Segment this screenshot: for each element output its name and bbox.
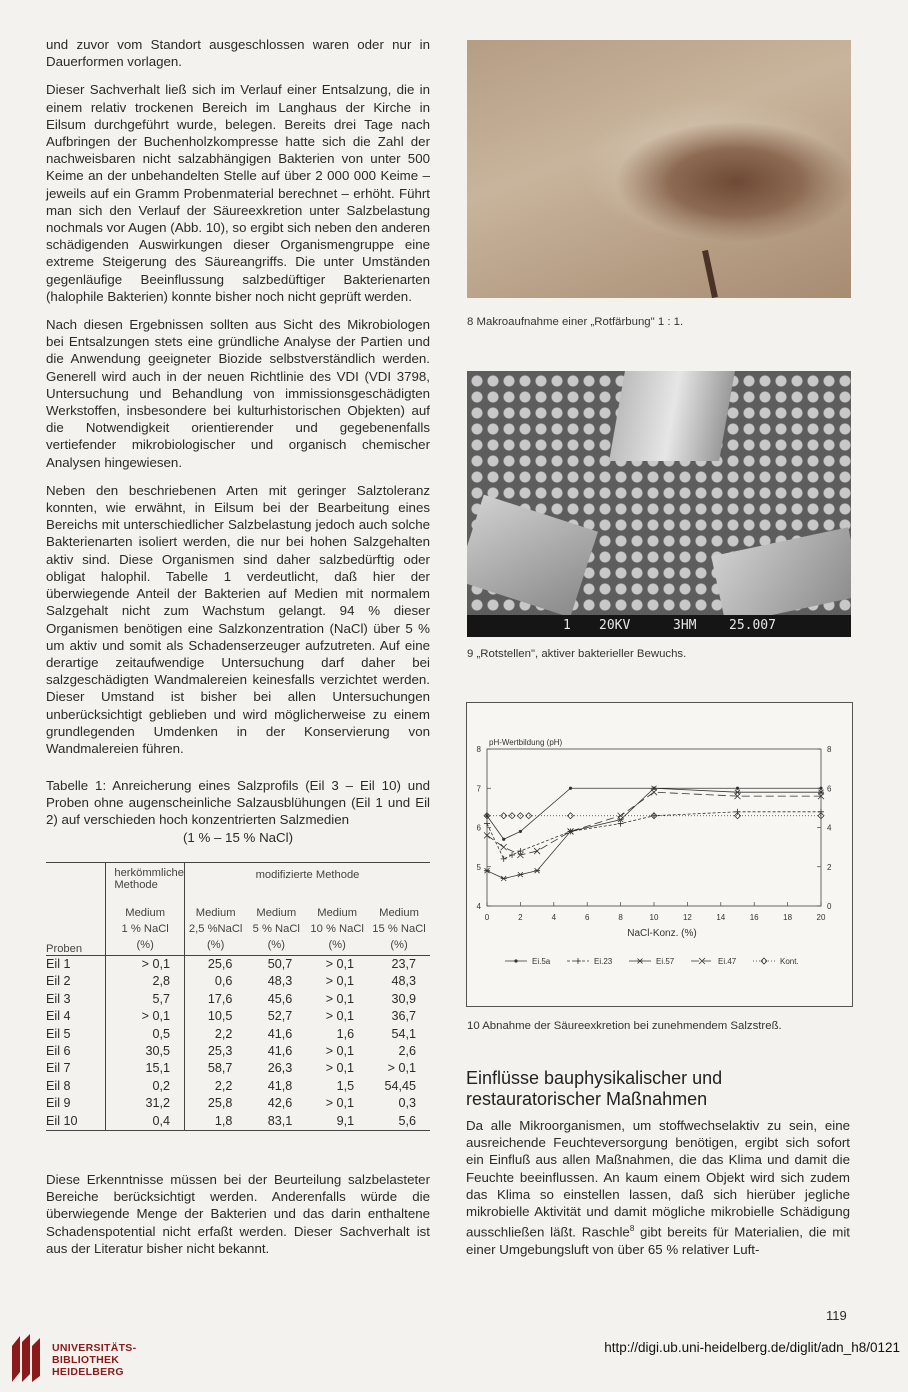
table-cell-value: 2,8 <box>106 973 185 990</box>
x-tick-label: 18 <box>783 913 793 922</box>
data-point <box>819 787 822 790</box>
table-cell-value: > 0,1 <box>106 956 185 974</box>
sem-voltage: 20KV <box>599 618 631 633</box>
table-row <box>46 1060 430 1077</box>
data-point <box>534 848 540 854</box>
table-cell-value: 31,2 <box>106 1095 185 1112</box>
table-cell-value: 15,1 <box>106 1060 185 1077</box>
table-cell-value: 42,6 <box>267 1096 293 1111</box>
col-header: Medium 5 % NaCl (%) <box>252 907 300 951</box>
library-logo-icon <box>8 1332 44 1384</box>
paragraph: Neben den beschriebenen Arten mit geringer Salztoleranz konnten, wie erwähnt, in Eilsum bei der Bearbeitung eines Bereichs mit unterschiedlicher Salzbelastung jedoch auch solche Bakterienarten isoliert werden, die nur bei hohen Salzgehalten aktiv sind. Diese Organismen sind daher salzbedürftig oder obligat halophil. Tabelle 1 verdeutlicht, daß hier der überwiegende Anteil der Bakterien auf Medien mit normalem Salzgehalt nicht zum Wachstum gelangt. 94 % dieser Organismen benötigen eine Salzkonzentration (NaCl) über 5 % um aktiv und somit als Schadenserzeuger aufzutreten. Auf eine derartige zeitaufwendige Untersuchung darf daher bei salzgeschädigten Wandmalereien keinesfalls verzichtet werden. Dieser Umstand ist bisher bei allen Untersuchungen unberücksichtigt geblieben und wird möglicherweise zu einem grundlegenden Umdenken in der Konservierung von Wandmalereien führen. <box>46 482 430 756</box>
table-cell-probe: Eil 7 <box>46 1060 106 1077</box>
table-cell-value: 48,3 <box>391 974 416 989</box>
salt-crystal <box>609 371 735 461</box>
table-row <box>46 1113 430 1131</box>
legend-label: Ei.57 <box>656 957 675 966</box>
table-cell-probe: Eil 1 <box>46 956 106 974</box>
table-cell-value: 0,2 <box>106 1078 185 1095</box>
y-tick-label-right: 6 <box>827 784 832 794</box>
table-cell-value: > 0,1 <box>106 1008 185 1025</box>
data-point <box>509 852 515 858</box>
figure-10-chart <box>466 702 853 1007</box>
data-point <box>651 813 657 819</box>
legend-marker <box>761 958 767 964</box>
table-cell-probe: Eil 9 <box>46 1095 106 1112</box>
table-cell-probe: Eil 5 <box>46 1026 106 1043</box>
table-cell-value: 36,7 <box>391 1009 416 1024</box>
data-point <box>517 872 523 877</box>
x-tick-label: 2 <box>518 913 523 922</box>
table-cell-value: 0,3 <box>398 1096 416 1111</box>
sem-micrograph <box>467 371 851 637</box>
table-cell-value: 25,6 <box>207 957 233 971</box>
x-tick-label: 16 <box>749 913 759 922</box>
legend-marker <box>514 959 517 962</box>
data-point <box>569 787 572 790</box>
y-tick-label-left: 4 <box>476 902 481 911</box>
table-cell-value: 26,3 <box>267 1061 293 1076</box>
table-cell-value: 50,7 <box>267 957 293 971</box>
table-cell-value: 2,6 <box>398 1044 416 1059</box>
group-header-modified: modifizierte Methode <box>255 869 360 881</box>
x-tick-label: 20 <box>816 913 826 922</box>
legend-label: Ei.5a <box>532 957 551 966</box>
table-row <box>46 991 430 1008</box>
y-tick-label-left: 6 <box>476 823 481 833</box>
sem-label: 1 <box>563 618 571 633</box>
table-cell-value: 30,5 <box>106 1043 185 1060</box>
y-tick-label-left: 7 <box>476 784 481 794</box>
table-row <box>46 1095 430 1112</box>
table-caption-text: Tabelle 1: Anreicherung eines Salzprofils (Eil 3 – Eil 10) und Proben ohne augenscheinliche Salzausblühungen (Eil 1 und Eil 2) auf verschieden hoch konzentrierten Salzmedien <box>46 778 430 828</box>
table-row <box>46 973 430 990</box>
table-cell-value: 30,9 <box>391 991 416 1006</box>
table-cell-value: 41,8 <box>267 1078 293 1093</box>
x-tick-label: 4 <box>551 913 557 922</box>
table-cell-value: > 0,1 <box>325 991 355 1006</box>
table-cell-value: > 0,1 <box>325 957 355 971</box>
table-cell-value: 10,5 <box>207 1009 233 1024</box>
library-name: UNIVERSITÄTS- BIBLIOTHEK HEIDELBERG <box>52 1342 137 1378</box>
table-cell-value: 83,1 <box>267 1113 293 1128</box>
table-cell-value: 25,3 <box>207 1044 233 1059</box>
paragraph: Diese Erkenntnisse müssen bei der Beurteilung salzbelasteter Bereiche berücksichtigt werden. Anderenfalls würde die überwiegende Menge der Bakterien und das darin enthaltene Schadenspotential nicht erfaßt werden. Dieser Sachverhalt ist aus der Literatur bisher nicht bekannt. <box>46 1172 430 1256</box>
series-line-ei47 <box>487 792 821 855</box>
table-cell-probe: Eil 4 <box>46 1008 106 1025</box>
table-cell-value: 25,8 <box>207 1096 233 1111</box>
table-cell-value: 41,6 <box>267 1044 293 1059</box>
page-number: 119 <box>826 1308 847 1323</box>
table-cell-value: 45,6 <box>267 991 293 1006</box>
table-cell-value: > 0,1 <box>325 1096 355 1111</box>
legend-marker <box>575 958 581 964</box>
data-point <box>735 809 741 815</box>
table-cell-value: 48,3 <box>267 974 293 989</box>
table-cell-value: 1,6 <box>336 1026 355 1041</box>
left-column <box>46 36 430 768</box>
x-tick-label: 14 <box>716 913 726 922</box>
sem-scale: 3HM <box>673 618 697 633</box>
table-cell-value: > 0,1 <box>325 974 355 989</box>
table-cell-value: 2,2 <box>214 1026 233 1041</box>
plot-frame <box>487 749 821 906</box>
x-tick-label: 12 <box>682 913 692 922</box>
col-header-proben: Proben <box>46 905 106 956</box>
sem-info-bar <box>467 615 851 637</box>
section-heading: Einflüsse bauphysikalischer und restauratorischer Maßnahmen <box>466 1068 723 1109</box>
source-url[interactable]: http://digi.ub.uni-heidelberg.de/diglit/adn_h8/0121 <box>604 1340 900 1355</box>
x-tick-label: 0 <box>484 913 490 922</box>
table-body <box>46 956 430 1131</box>
col-header: Medium 15 % NaCl (%) <box>372 907 426 951</box>
data-point <box>484 821 490 827</box>
table-cell-value: 0,4 <box>106 1113 185 1131</box>
table-row <box>46 956 430 974</box>
paragraph: Da alle Mikroorganismen, um stoffwechselaktiv zu sein, eine ausreichende Feuchteversorgung benötigen, ergibt sich sofort ein Einfluß aus allen Maßnahmen, die das Klima und damit die Feuchte beeinflussen. An kaum einem Objekt wird sich zudem das Klima so einstellen lassen, daß sich hierüber jegliche mikrobielle Aktivität und damit mögliche mikrobielle Schädigung ausschließen läßt. Raschle$^8$ gibt bereits für Materialien, die mit einer Umgebungsluft von über 65 % relativer Luft- <box>466 1118 851 1257</box>
chart-title: pH-Wertbildung (pH) <box>489 738 563 747</box>
footer <box>0 1332 908 1392</box>
data-point <box>818 809 824 815</box>
data-point <box>736 787 739 790</box>
data-point <box>502 838 505 841</box>
legend-marker <box>637 959 643 964</box>
col-header: Medium 10 % NaCl (%) <box>310 907 364 951</box>
data-point <box>651 789 657 795</box>
table-cell-value: 54,45 <box>384 1078 416 1093</box>
col-header: Medium 2,5 %NaCl (%) <box>188 907 243 951</box>
table-row <box>46 1043 430 1060</box>
data-point <box>501 876 507 881</box>
footnote-ref: 8 <box>629 1224 635 1234</box>
table-cell-probe: Eil 10 <box>46 1113 106 1131</box>
table-cell-value: 5,7 <box>106 991 185 1008</box>
table-cell-value: > 0,1 <box>387 1061 416 1076</box>
table-cell-value: 5,6 <box>398 1113 416 1128</box>
y-tick-label-right: 0 <box>827 902 832 911</box>
series-line-ei57 <box>487 788 821 878</box>
table-cell-value: 9,1 <box>336 1113 355 1128</box>
table-row <box>46 1078 430 1095</box>
y-tick-label-left: 8 <box>476 745 481 754</box>
table-cell-probe: Eil 3 <box>46 991 106 1008</box>
y-tick-label-right: 4 <box>827 823 832 833</box>
x-tick-label: 6 <box>584 913 590 922</box>
table-caption-range: (1 % – 15 % NaCl) <box>182 829 294 845</box>
figure-8-caption: 8 Makroaufnahme einer „Rotfärbung" 1 : 1. <box>467 316 684 328</box>
table-cell-value: 54,1 <box>391 1026 416 1041</box>
legend-label: Ei.23 <box>594 957 613 966</box>
legend-label: Kont. <box>780 957 799 966</box>
table-cell-value: > 0,1 <box>325 1061 355 1076</box>
data-point <box>501 856 507 862</box>
y-tick-label-left: 5 <box>476 862 481 872</box>
paragraph: Nach diesen Ergebnissen sollten aus Sicht des Mikrobiologen bei Entsalzungen stets eine gründliche Analyse der Partien und die Anwendung geeigneter Biozide selbstverständlich werden. Generell wird auch in der neuen Richtlinie des VDI (VDI 3798, Untersuchung und Behandlung von immissionsgeschädigten Werkstoffen, insbesondere bei kulturhistorischen Objekten) auf die Notwendigkeit orientierender und gegebenenfalls vertiefender mikrobiologischer und organisch chemischer Analysen hingewiesen. <box>46 317 430 470</box>
table-row <box>46 1026 430 1043</box>
table-cell-value: 23,7 <box>391 957 416 971</box>
col-header: Medium 1 % NaCl (%) <box>106 905 185 956</box>
table-cell-value: 17,6 <box>207 991 233 1006</box>
table-cell-value: 1,5 <box>336 1078 355 1093</box>
figure-10-caption: 10 Abnahme der Säureexkretion bei zunehmendem Salzstreß. <box>467 1020 782 1032</box>
table-row <box>46 1008 430 1025</box>
table-cell-value: > 0,1 <box>325 1009 355 1024</box>
data-point <box>519 830 522 833</box>
table-cell-value: 41,6 <box>267 1026 293 1041</box>
table-cell-value: 58,7 <box>207 1061 233 1076</box>
paragraph: Dieser Sachverhalt ließ sich im Verlauf einer Entsalzung, die in einem relativ trockenen Bereich im Langhaus der Kirche in Eilsum durchgeführt wurde, belegen. Bereits drei Tage nach Aufbringen der Buchenholzkompresse hatte sich die Zahl der nachweisbaren nicht salzabhängigen Bakterien von unter 500 Keime an der unbehandelten Stelle auf über 2 000 000 Keime – jeweils auf ein Gramm Probenmaterial berechnet – erhöht. Führt man sich den Verlauf der Säureexkretion unter Salzbelastung nochmals vor Augen (Abb. 10), so ergibt sich neben den anderen schädigenden Auswirkungen dieser Organismengruppe eine extreme Steigerung des Säureangriffs. Die unter Umständen gegenläufige Beeinflussung salzbedüftiger Bakterienarten (halophile Bakterien) konnte bisher noch nicht geprüft werden. <box>46 82 430 304</box>
table-cell-probe: Eil 6 <box>46 1043 106 1060</box>
table-cell-value: 0,5 <box>106 1026 185 1043</box>
photo-crack-detail <box>702 250 718 298</box>
table-cell-value: > 0,1 <box>325 1044 355 1059</box>
legend-label: Ei.47 <box>718 957 737 966</box>
group-header-conventional: herkömmliche Methode <box>106 863 185 906</box>
x-tick-label: 8 <box>618 913 623 922</box>
table-cell-value: 0,6 <box>214 974 233 989</box>
ph-chart-svg <box>467 703 852 1006</box>
sem-magnification: 25.007 <box>729 618 776 633</box>
x-tick-label: 10 <box>649 913 659 922</box>
figure-9-caption: 9 „Rotstellen", aktiver bakterieller Bewuchs. <box>467 648 687 660</box>
y-tick-label-right: 8 <box>827 745 832 754</box>
data-point <box>501 844 507 850</box>
photo-red-discoloration <box>467 40 851 298</box>
table-caption <box>46 777 430 846</box>
table-cell-probe: Eil 2 <box>46 973 106 990</box>
paragraph: und zuvor vom Standort ausgeschlossen waren oder nur in Dauerformen vorlagen. <box>46 37 430 70</box>
y-tick-label-right: 2 <box>827 862 832 872</box>
table-cell-value: 2,2 <box>214 1078 233 1093</box>
table-1 <box>46 862 430 1131</box>
table-cell-value: 1,8 <box>214 1113 233 1128</box>
table-cell-probe: Eil 8 <box>46 1078 106 1095</box>
x-axis-label: NaCl-Konz. (%) <box>627 928 697 939</box>
data-point <box>534 868 540 873</box>
table-cell-value: 52,7 <box>267 1009 293 1024</box>
